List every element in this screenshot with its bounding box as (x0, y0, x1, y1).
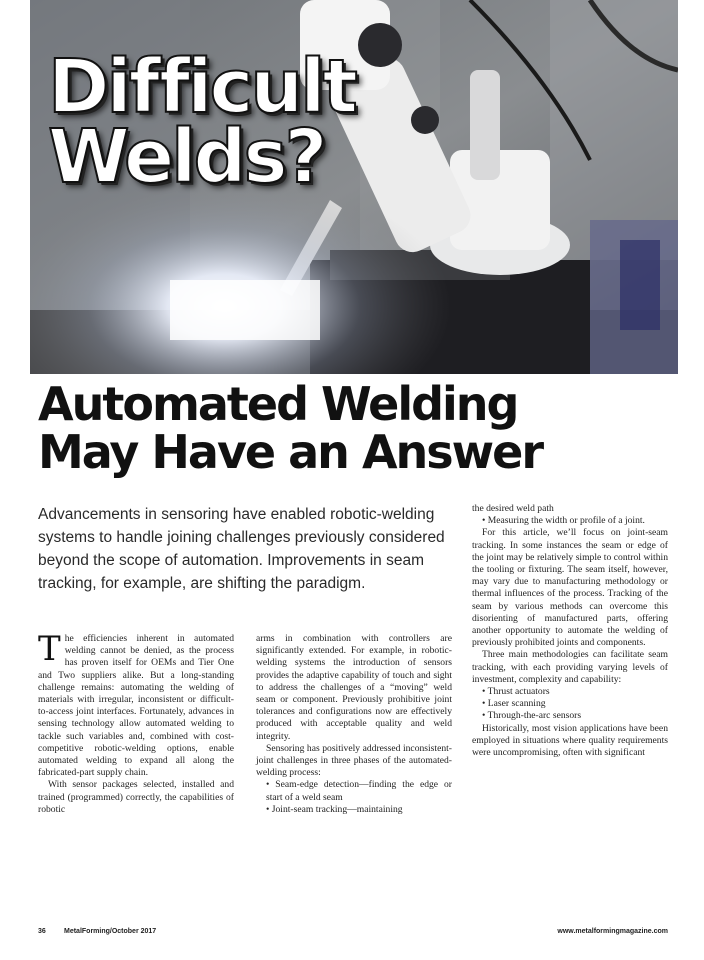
magazine-url[interactable]: www.metalformingmagazine.com (557, 928, 668, 935)
hero-title-line1: Difficult (48, 44, 355, 130)
paragraph (38, 629, 234, 779)
paragraph: For this article, we’ll focus on joint-seam tracking. In some instances the seam or edge of the joint may be relatively simple to control within the tooling or fixturing. The seam itself, however, may vary due to manufacturing methodology or thermal influences of the process. Tracking of the seam by various methods can overcome this disorienting of manufactured parts, offering another opportunity to automate the welding of previously prohibited joints and components. (472, 527, 668, 649)
headline-line2: May Have an Answer (38, 425, 543, 479)
hero-photo (30, 0, 678, 374)
hero-title-line2: Welds? (48, 114, 325, 200)
paragraph: Three main methodologies can facilitate seam tracking, with each providing varying levels of investment, complexity and capability: (472, 649, 668, 685)
bullet-item: • Thrust actuators (482, 686, 550, 698)
drop-cap: T (38, 629, 61, 669)
bullet-item: • Seam-edge detection—finding the edge or start of a weld seam (266, 779, 452, 803)
page-number: 36 (38, 928, 46, 935)
body-column-1 (38, 629, 234, 816)
body-column-2 (256, 633, 452, 816)
paragraph: the desired weld path (472, 503, 554, 514)
body-column-3 (472, 503, 668, 759)
paragraph: arms in combination with controllers are significantly extended. For example, in robotic-welding systems the introduction of sensors provides the adaptive capability of touch and sight to address the challenges of a “moving” weld seam or component. Previously prohibitive joint tolerances and configurations now are effectively produced with acceptable quality and weld integrity. (256, 633, 452, 742)
headline-line1: Automated Welding (38, 377, 518, 431)
magazine-issue: MetalForming/October 2017 (64, 928, 157, 935)
bullet-item: • Laser scanning (482, 698, 546, 710)
page-footer (38, 928, 668, 940)
bullet-item: • Through-the-arc sensors (482, 710, 582, 722)
bullet-item: • Measuring the width or profile of a joint. (482, 515, 645, 527)
paragraph: Historically, most vision applications have been employed in situations where quality requirements were uncompromising, often with significant (472, 722, 668, 759)
hero-title (48, 44, 355, 200)
paragraph: With sensor packages selected, installed and trained (programmed) correctly, the capabilities of robotic (38, 779, 234, 815)
paragraph: Sensoring has positively addressed inconsistent-joint challenges in three phases of the automated-welding process: (256, 742, 452, 779)
bullet-item: • Joint-seam tracking—maintaining (266, 803, 403, 815)
paragraph-text: he efficiencies inherent in automated welding cannot be denied, as the process has proven itself for OEMs and Tier One and Two suppliers alike. But a long-standing challenge remains: automating the welding of materials with irregular, inconsistent or difficult-to-access joint interfaces. Fortunately, advances in sensing technology allow automated welding to tackle such variables and, combined with cost-competitive robotic-welding options, enable automated welding to expand all along the fabricated-part supply chain. (38, 633, 234, 779)
article-headline (38, 377, 678, 479)
article-deck: Advancements in sensoring have enabled robotic-welding systems to handle joining challenges previously considered beyond the scope of automation. Improvements in seam tracking, for example, are shifting the paradigm. (38, 506, 445, 592)
